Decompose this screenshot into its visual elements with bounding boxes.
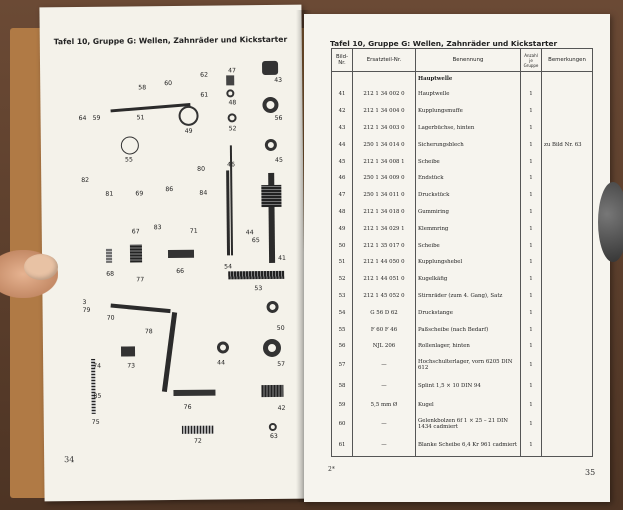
cell-bild-nr: 47 [332,187,353,204]
cell-anzahl: 1 [521,321,542,338]
left-page-number: 34 [64,455,75,465]
cell-bild-nr: 50 [332,237,353,254]
cell-bemerkungen [542,355,593,376]
cell-bild-nr: 48 [332,204,353,221]
pedal-part [173,390,215,396]
callout-52: 52 [228,125,237,133]
cell-anzahl: 1 [521,355,542,376]
washer-48-part [226,89,234,97]
cell-anzahl: 1 [521,204,542,221]
cell-benennung: Druckstück [416,187,521,204]
callout-45: 45 [274,156,283,164]
cell-bild-nr: 58 [332,376,353,397]
callout-51: 51 [136,114,145,122]
callout-66: 66 [176,267,185,275]
table-header-row [332,49,593,72]
cell-anzahl: 1 [521,237,542,254]
cell-benennung: Gelenkbolzen 6f 1 × 25 – 21 DIN 1434 cadmiert [416,414,521,435]
cell-bemerkungen [542,170,593,187]
gear-set-53-part [228,271,284,280]
table-row [332,86,593,103]
cell-benennung: Hochschulterlager, vorn 6205 DIN 612 [416,355,521,376]
cell-benennung: Kupplungsmuffe [416,103,521,120]
cell-ersatzteil-nr: 212 1 45 052 0 [353,288,416,305]
callout-59: 59 [92,114,101,122]
callout-75: 75 [91,418,100,426]
cell-bild-nr: 44 [332,136,353,153]
cell-benennung: Hauptwelle [416,86,521,103]
col-benennung: Benennung [416,49,521,72]
cell-benennung: Kugel [416,397,521,414]
cell-anzahl: 1 [521,170,542,187]
cell-bild-nr: 43 [332,120,353,137]
col-anzahl: Anzahl je Gruppe [521,49,542,72]
table-row [332,136,593,153]
washer-45-part [265,139,277,151]
cell-bemerkungen [542,271,593,288]
cell-bemerkungen [542,288,593,305]
cell-ersatzteil-nr: 250 1 34 014 0 [353,136,416,153]
callout-72: 72 [193,437,202,445]
cell-bemerkungen [542,220,593,237]
cell-bemerkungen [542,187,593,204]
callout-47: 47 [228,67,237,75]
callout-43: 43 [274,76,283,84]
cell-benennung: Stirnräder (zum 4. Gang), Satz [416,288,521,305]
cell-ersatzteil-nr: 250 1 34 011 0 [353,187,416,204]
table-row [332,355,593,376]
cell-bemerkungen [542,204,593,221]
cell-bemerkungen [542,397,593,414]
cell-bemerkungen [542,237,593,254]
gear-66-part [168,250,194,258]
cell-bild-nr: 60 [332,414,353,435]
callout-78: 78 [144,328,153,336]
cell-anzahl: 1 [521,136,542,153]
callout-57: 57 [277,360,286,368]
callout-64: 64 [78,114,87,122]
cell-ersatzteil-nr: 212 1 34 018 0 [353,204,416,221]
cell-benennung: Paßscheibe (nach Bedarf) [416,321,521,338]
cell-benennung: Druckstange [416,304,521,321]
cell-benennung: Gummiring [416,204,521,221]
cell-ersatzteil-nr: 212 1 35 017 0 [353,237,416,254]
desk-object [598,182,623,262]
cell-anzahl: 1 [521,254,542,271]
cell-benennung: Endstück [416,170,521,187]
callout-3: 3 [82,298,87,306]
footer-signature-mark: 2* [328,466,335,473]
callout-71: 71 [189,227,198,235]
callout-60: 60 [164,80,173,88]
callout-74: 74 [93,362,102,370]
cell-ersatzteil-nr: F 60 F 46 [353,321,416,338]
table-row [332,103,593,120]
cell-benennung: Kupplungshebel [416,254,521,271]
callout-82: 82 [81,176,90,184]
callout-54: 54 [224,263,233,271]
callout-70: 70 [106,314,115,322]
cell-ersatzteil-nr: — [353,355,416,376]
cell-bemerkungen [542,86,593,103]
spring-68-part [106,249,112,263]
col-ersatzteil-nr: Ersatzteil-Nr. [353,49,416,72]
callout-68: 68 [106,270,115,278]
cell-benennung: Splint 1,5 × 10 DIN 94 [416,376,521,397]
cell-bild-nr: 41 [332,86,353,103]
callout-85: 85 [93,392,102,400]
cell-ersatzteil-nr: 212 1 34 008 1 [353,153,416,170]
left-page [39,5,306,502]
cell-bemerkungen [542,304,593,321]
cell-bemerkungen [542,321,593,338]
cell-bild-nr: 54 [332,304,353,321]
cell-anzahl: 1 [521,103,542,120]
cell-ersatzteil-nr: 212 1 34 029 1 [353,220,416,237]
col-bild-nr: Bild-Nr. [332,49,353,72]
bushing-43-part [262,61,278,75]
cell-anzahl: 1 [521,120,542,137]
callout-83: 83 [153,224,162,232]
cell-bild-nr: 56 [332,338,353,355]
table-row [332,204,593,221]
cell-ersatzteil-nr: 250 1 34 009 0 [353,170,416,187]
bearing-57-part [263,339,281,357]
cell-anzahl: 1 [521,304,542,321]
cell-bemerkungen [542,153,593,170]
cell-anzahl: 1 [521,397,542,414]
callout-56: 56 [274,114,283,122]
cell-ersatzteil-nr: G 56 D 62 [353,304,416,321]
table-row [332,414,593,435]
cell-bild-nr: 49 [332,220,353,237]
cell-ersatzteil-nr: 212 1 34 003 0 [353,120,416,137]
table-row [332,376,593,397]
cell-bemerkungen: zu Bild Nr. 63 [542,136,593,153]
spring-72-part [182,426,214,434]
table-row [332,321,593,338]
right-page-header: Tafel 10, Gruppe G: Wellen, Zahnräder und Kickstarter [330,39,558,48]
cell-benennung: Kugelkäfig [416,271,521,288]
table-row [332,220,593,237]
callout-80: 80 [197,165,206,173]
cell-anzahl: 1 [521,338,542,355]
parts-table [331,48,593,457]
cell-anzahl: 1 [521,187,542,204]
cell-ersatzteil-nr: 212 1 34 004 0 [353,103,416,120]
callout-73: 73 [127,362,136,370]
cell-benennung: Sicherungsblech [416,136,521,153]
cell-bild-nr: 51 [332,254,353,271]
cell-benennung: Scheibe [416,237,521,254]
cell-bemerkungen [542,120,593,137]
callout-49: 49 [184,127,193,135]
table-row [332,120,593,137]
cell-ersatzteil-nr: NJL 206 [353,338,416,355]
callout-61: 61 [200,91,209,99]
bearing-56-part [262,97,278,113]
callout-62: 62 [200,71,209,79]
cell-bild-nr: 45 [332,153,353,170]
section-title: Hauptwelle [416,72,521,87]
cell-bild-nr: 57 [332,355,353,376]
cell-ersatzteil-nr: — [353,376,416,397]
callout-55: 55 [124,156,133,164]
cell-ersatzteil-nr: 212 1 44 051 0 [353,271,416,288]
cell-bemerkungen [542,338,593,355]
washer-50-part [267,301,279,313]
callout-63: 63 [269,432,278,440]
callout-58: 58 [138,84,147,92]
callout-65: 65 [251,237,260,245]
cell-bemerkungen [542,435,593,457]
gear-41-part [261,185,281,207]
cell-bemerkungen [542,376,593,397]
callout-41: 41 [278,254,286,262]
right-page-number: 35 [585,468,596,477]
table-row [332,435,593,457]
table-row [332,397,593,414]
table-row [332,170,593,187]
table-row [332,288,593,305]
cell-bild-nr: 46 [332,170,353,187]
cell-anzahl: 1 [521,435,542,457]
cell-anzahl: 1 [521,220,542,237]
section-row [332,72,593,87]
table-row [332,304,593,321]
cell-anzahl: 1 [521,288,542,305]
cell-bild-nr: 55 [332,321,353,338]
callout-46: 46 [227,161,235,169]
cell-anzahl: 1 [521,376,542,397]
sleeve-47-part [226,75,234,85]
nut-63-part [269,423,277,431]
callout-48: 48 [228,99,237,107]
callout-67: 67 [131,228,140,236]
gear-77-part [130,244,142,262]
cell-bild-nr: 52 [332,271,353,288]
table-row [332,254,593,271]
clamp-ring-part [178,106,198,126]
cell-ersatzteil-nr: 5,5 mm Ø [353,397,416,414]
cell-bild-nr: 61 [332,435,353,457]
crank-arm-part [162,312,177,392]
table-row [332,187,593,204]
gear-42-part [261,385,283,397]
callout-79: 79 [82,306,91,314]
cell-anzahl: 1 [521,414,542,435]
callout-69: 69 [135,190,144,198]
kickstarter-76-part [111,304,171,314]
cell-bemerkungen [542,254,593,271]
cell-bemerkungen [542,103,593,120]
callout-77: 77 [136,276,145,284]
cell-bild-nr: 53 [332,288,353,305]
callout-81: 81 [105,190,114,198]
thumb [24,254,58,280]
callout-86: 86 [165,185,174,194]
table-row [332,153,593,170]
left-page-header: Tafel 10, Gruppe G: Wellen, Zahnräder und Kickstarter [53,34,288,47]
table-row [332,271,593,288]
cell-ersatzteil-nr: — [353,435,416,457]
ring-55-part [121,136,139,154]
washer-44-part [217,341,229,353]
callout-53: 53 [254,285,263,293]
callout-44-top: 44 [245,229,254,237]
cell-benennung: Klemmring [416,220,521,237]
washer-52-part [228,113,237,122]
callout-44: 44 [217,359,226,367]
callout-76: 76 [183,403,192,411]
callout-42: 42 [277,404,286,412]
cell-ersatzteil-nr: — [353,414,416,435]
cell-anzahl: 1 [521,86,542,103]
callout-50: 50 [276,324,285,332]
cell-anzahl: 1 [521,271,542,288]
cell-benennung: Rollenlager, hinten [416,338,521,355]
cell-benennung: Lagerbüchse, hinten [416,120,521,137]
sleeve-73-part [121,346,135,356]
cell-ersatzteil-nr: 212 1 44 050 0 [353,254,416,271]
cell-bild-nr: 59 [332,397,353,414]
cell-ersatzteil-nr: 212 1 34 002 0 [353,86,416,103]
table-row [332,237,593,254]
table-row [332,338,593,355]
callout-84: 84 [199,189,208,197]
cell-benennung: Blanke Scheibe 6,4 Kr 961 cadmiert [416,435,521,457]
cell-benennung: Scheibe [416,153,521,170]
cell-bild-nr: 42 [332,103,353,120]
cell-anzahl: 1 [521,153,542,170]
col-bemerkungen: Bemerkungen [542,49,593,72]
cell-bemerkungen [542,414,593,435]
